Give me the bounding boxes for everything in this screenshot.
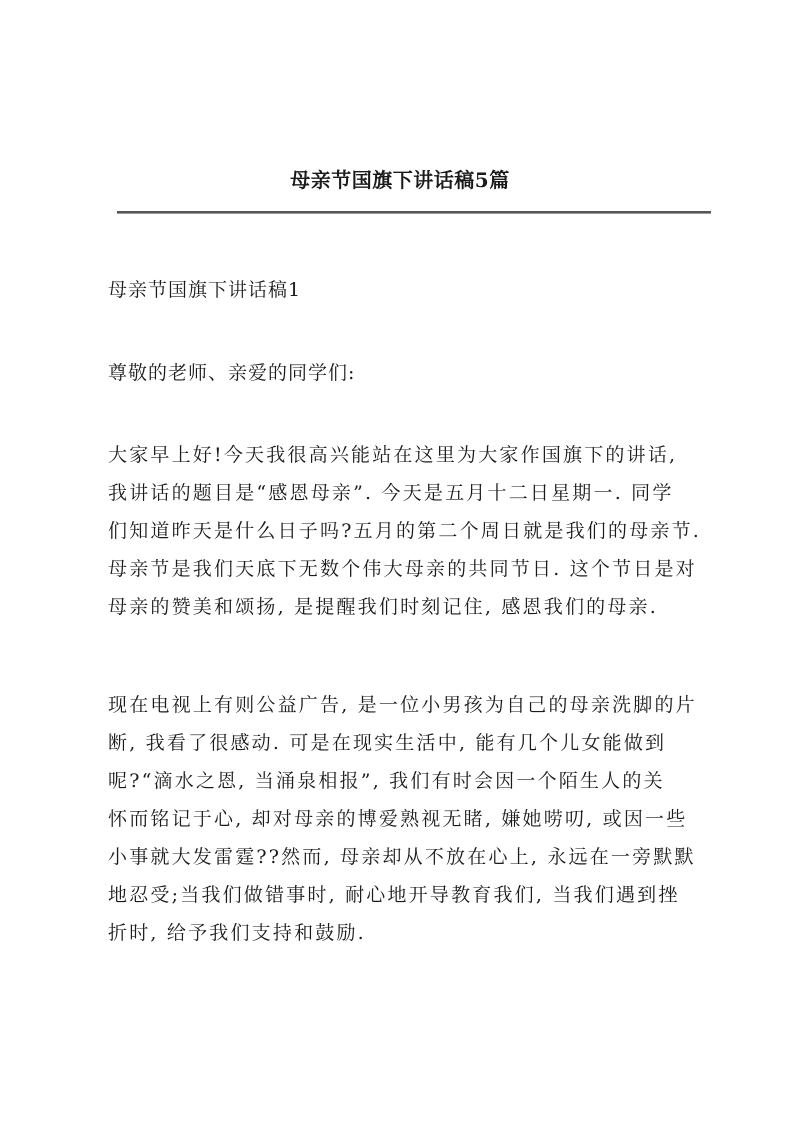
paragraph-1 <box>108 436 708 626</box>
paragraph-line: 断, 我看了很感动. 可是在现实生活中, 能有几个儿女能做到 <box>108 732 667 754</box>
paragraph-line: 们知道昨天是什么日子吗?五月的第二个周日就是我们的母亲节. <box>108 520 702 542</box>
salutation: 尊敬的老师、亲爱的同学们: <box>108 362 356 384</box>
paragraph-line: 大家早上好!今天我很高兴能站在这里为大家作国旗下的讲话, <box>108 444 678 466</box>
paragraph-line: 地忍受;当我们做错事时, 耐心地开导教育我们, 当我们遇到挫 <box>108 884 680 906</box>
paragraph-line: 小事就大发雷霆??然而, 母亲却从不放在心上, 永远在一旁默默 <box>108 846 696 868</box>
section-heading: 母亲节国旗下讲话稿1 <box>108 279 302 301</box>
paragraph-line: 怀而铭记于心, 却对母亲的博爱熟视无睹, 嫌她唠叨, 或因一些 <box>108 808 688 830</box>
paragraph-line: 母亲节是我们天底下无数个伟大母亲的共同节日. 这个节日是对 <box>108 558 697 580</box>
document-title: 母亲节国旗下讲话稿5篇 <box>290 168 510 192</box>
paragraph-line: 现在电视上有则公益广告, 是一位小男孩为自己的母亲洗脚的片 <box>108 694 697 716</box>
paragraph-line: 呢?“滴水之恩, 当涌泉相报”, 我们有时会因一个陌生人的关 <box>108 770 665 792</box>
title-divider <box>117 211 711 214</box>
paragraph-line: 折时, 给予我们支持和鼓励. <box>108 922 366 944</box>
paragraph-line: 我讲话的题目是“感恩母亲”. 今天是五月十二日星期一. 同学 <box>108 482 674 504</box>
paragraph-2 <box>108 686 708 952</box>
paragraph-line: 母亲的赞美和颂扬, 是提醒我们时刻记住, 感恩我们的母亲. <box>108 596 658 618</box>
